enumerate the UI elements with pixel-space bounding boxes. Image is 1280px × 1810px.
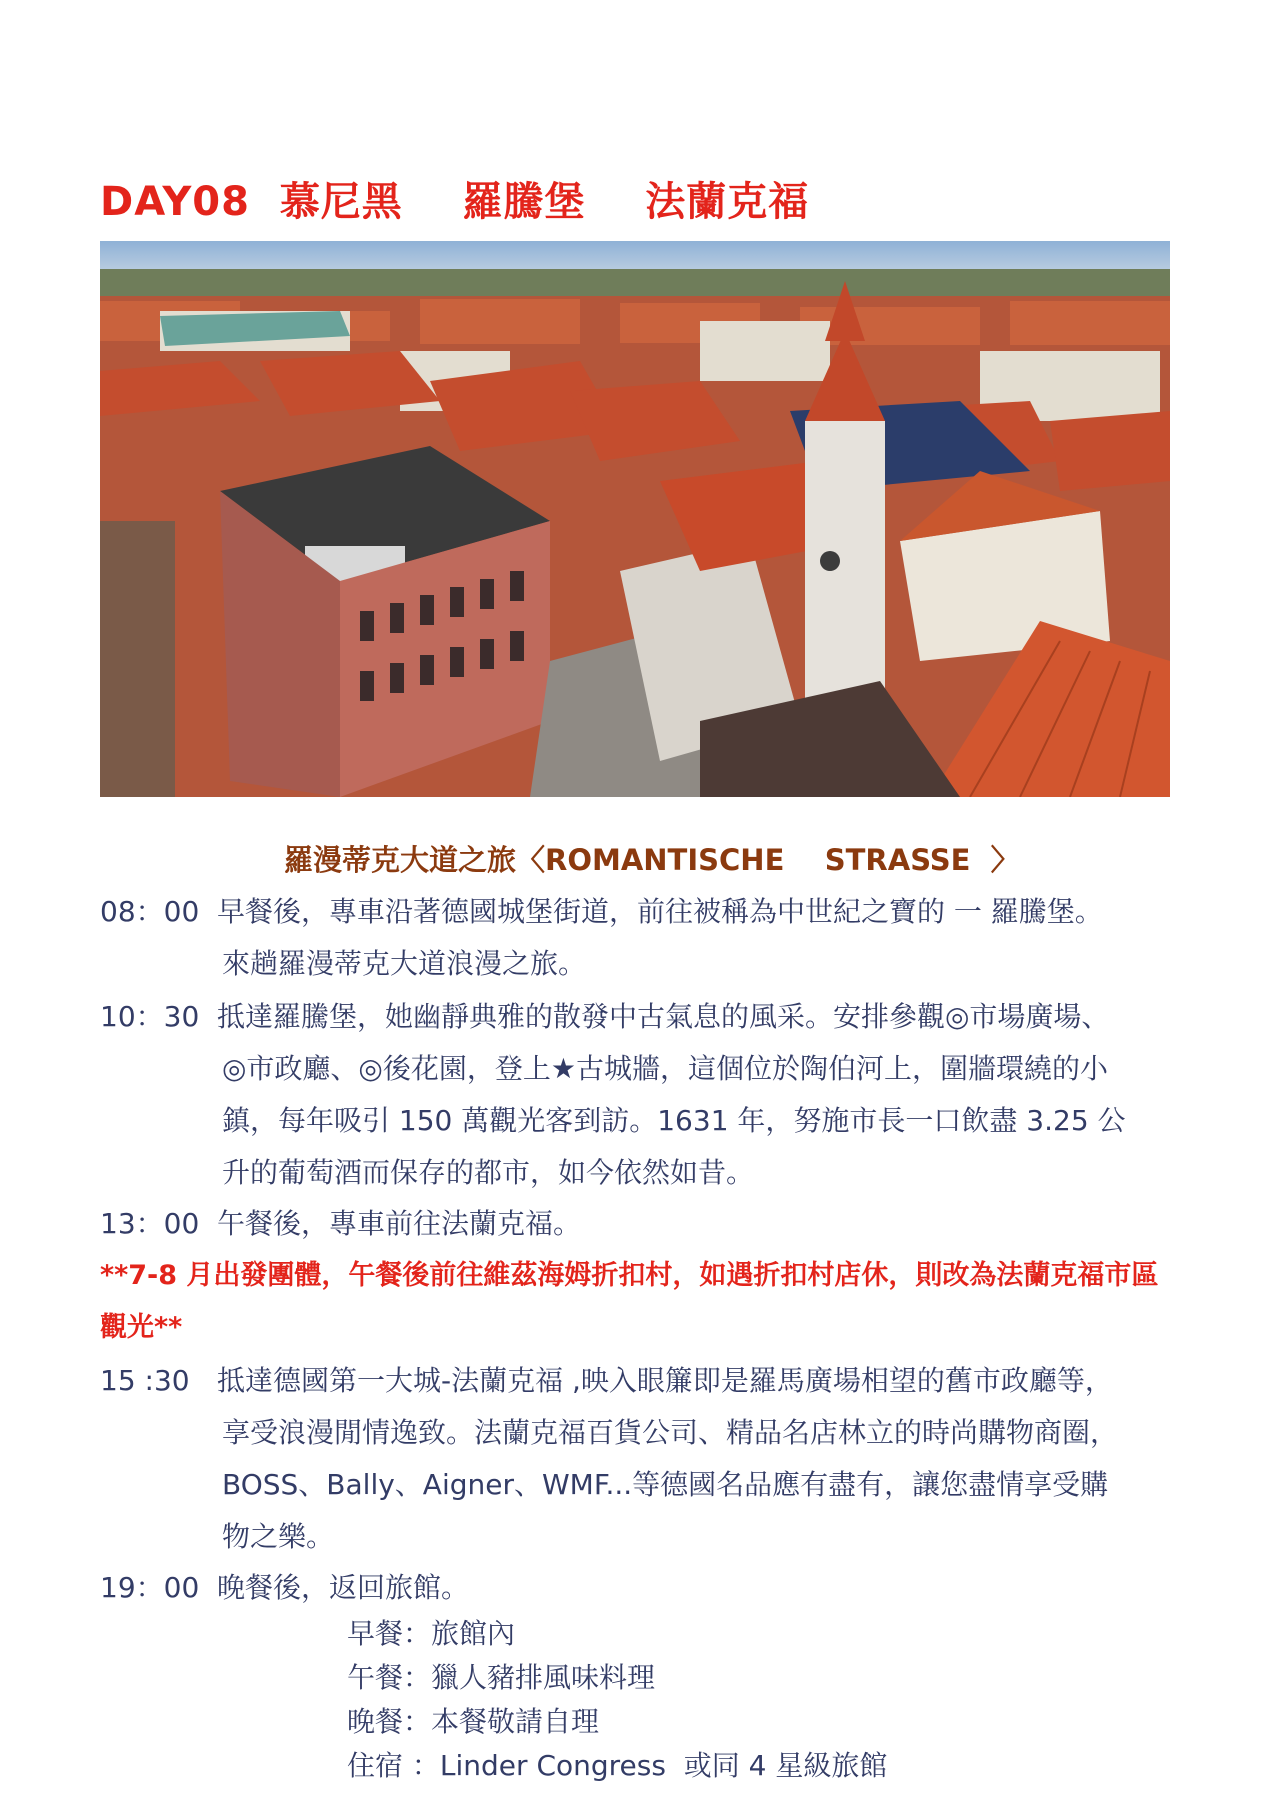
schedule-text-line: 午餐後，專車前往法蘭克福。 xyxy=(217,1207,582,1240)
schedule-text-line: ◎市政廳、◎後花園，登上★古城牆，這個位於陶伯河上，圍牆環繞的小 xyxy=(222,1052,1108,1085)
meal-label: 晚餐： xyxy=(347,1705,432,1738)
meal-value: Linder Congress 或同 4 星級旅館 xyxy=(439,1749,888,1782)
meal-breakfast xyxy=(347,1612,887,1656)
page-title: DAY08 慕尼黑 羅騰堡 法蘭克福 xyxy=(100,179,810,225)
schedule-time: 08：00 xyxy=(100,895,200,928)
schedule-time: 19：00 xyxy=(100,1571,200,1604)
schedule-time: 13：00 xyxy=(100,1207,200,1240)
schedule-time: 10：30 xyxy=(100,1000,200,1033)
schedule-text-line: 晚餐後，返回旅館。 xyxy=(217,1571,470,1604)
section-subtitle: 羅漫蒂克大道之旅〈ROMANTISCHE STRASSE 〉 xyxy=(284,843,1020,877)
meal-accommodation xyxy=(347,1744,887,1788)
schedule-entry-1030 xyxy=(100,991,1272,1199)
meal-label: 住宿 ： xyxy=(347,1749,440,1782)
schedule-text-line: 鎮，每年吸引 150 萬觀光客到訪。1631 年，努施市長一口飲盡 3.25 公 xyxy=(222,1104,1126,1137)
schedule-text-line: 抵達羅騰堡，她幽靜典雅的散發中古氣息的風采。安排參觀◎市場廣場、 xyxy=(217,1000,1110,1033)
meal-dinner xyxy=(347,1700,887,1744)
schedule-text-line: 來趟羅漫蒂克大道浪漫之旅。 xyxy=(222,947,587,980)
meal-label: 早餐： xyxy=(347,1617,432,1650)
schedule-entry-0800 xyxy=(100,886,1272,990)
schedule-time: 15 :30 xyxy=(100,1364,190,1397)
schedule-entry-1900 xyxy=(100,1562,1272,1614)
munich-aerial-photo xyxy=(100,241,1170,797)
meal-lunch xyxy=(347,1656,887,1700)
meals-list xyxy=(347,1612,887,1788)
schedule-text-line: 享受浪漫閒情逸致。法蘭克福百貨公司、精品名店林立的時尚購物商圈， xyxy=(222,1416,1119,1449)
summer-departure-note: **7-8 月出發團體，午餐後前往維茲海姆折扣村，如遇折扣村店休，則改為法蘭克福市區觀光** xyxy=(100,1260,1159,1343)
schedule-text-line: 物之樂。 xyxy=(222,1520,335,1553)
schedule-entry-1530 xyxy=(100,1355,1272,1563)
meal-value: 獵人豬排風味料理 xyxy=(431,1661,656,1694)
schedule-text-line: BOSS、Bally、Aigner、WMF...等德國名品應有盡有，讓您盡情享受購 xyxy=(222,1468,1109,1501)
meal-value: 旅館內 xyxy=(431,1617,516,1650)
schedule-entry-1300 xyxy=(100,1198,1272,1250)
schedule-text-line: 早餐後，專車沿著德國城堡街道，前往被稱為中世紀之寶的 一 羅騰堡。 xyxy=(217,895,1103,928)
meal-value: 本餐敬請自理 xyxy=(431,1705,600,1738)
meal-label: 午餐： xyxy=(347,1661,432,1694)
schedule-text-line: 升的葡萄酒而保存的都市，如今依然如昔。 xyxy=(222,1156,755,1189)
schedule-text-line: 抵達德國第一大城-法蘭克福 ,映入眼簾即是羅馬廣場相望的舊市政廳等， xyxy=(217,1364,1113,1397)
